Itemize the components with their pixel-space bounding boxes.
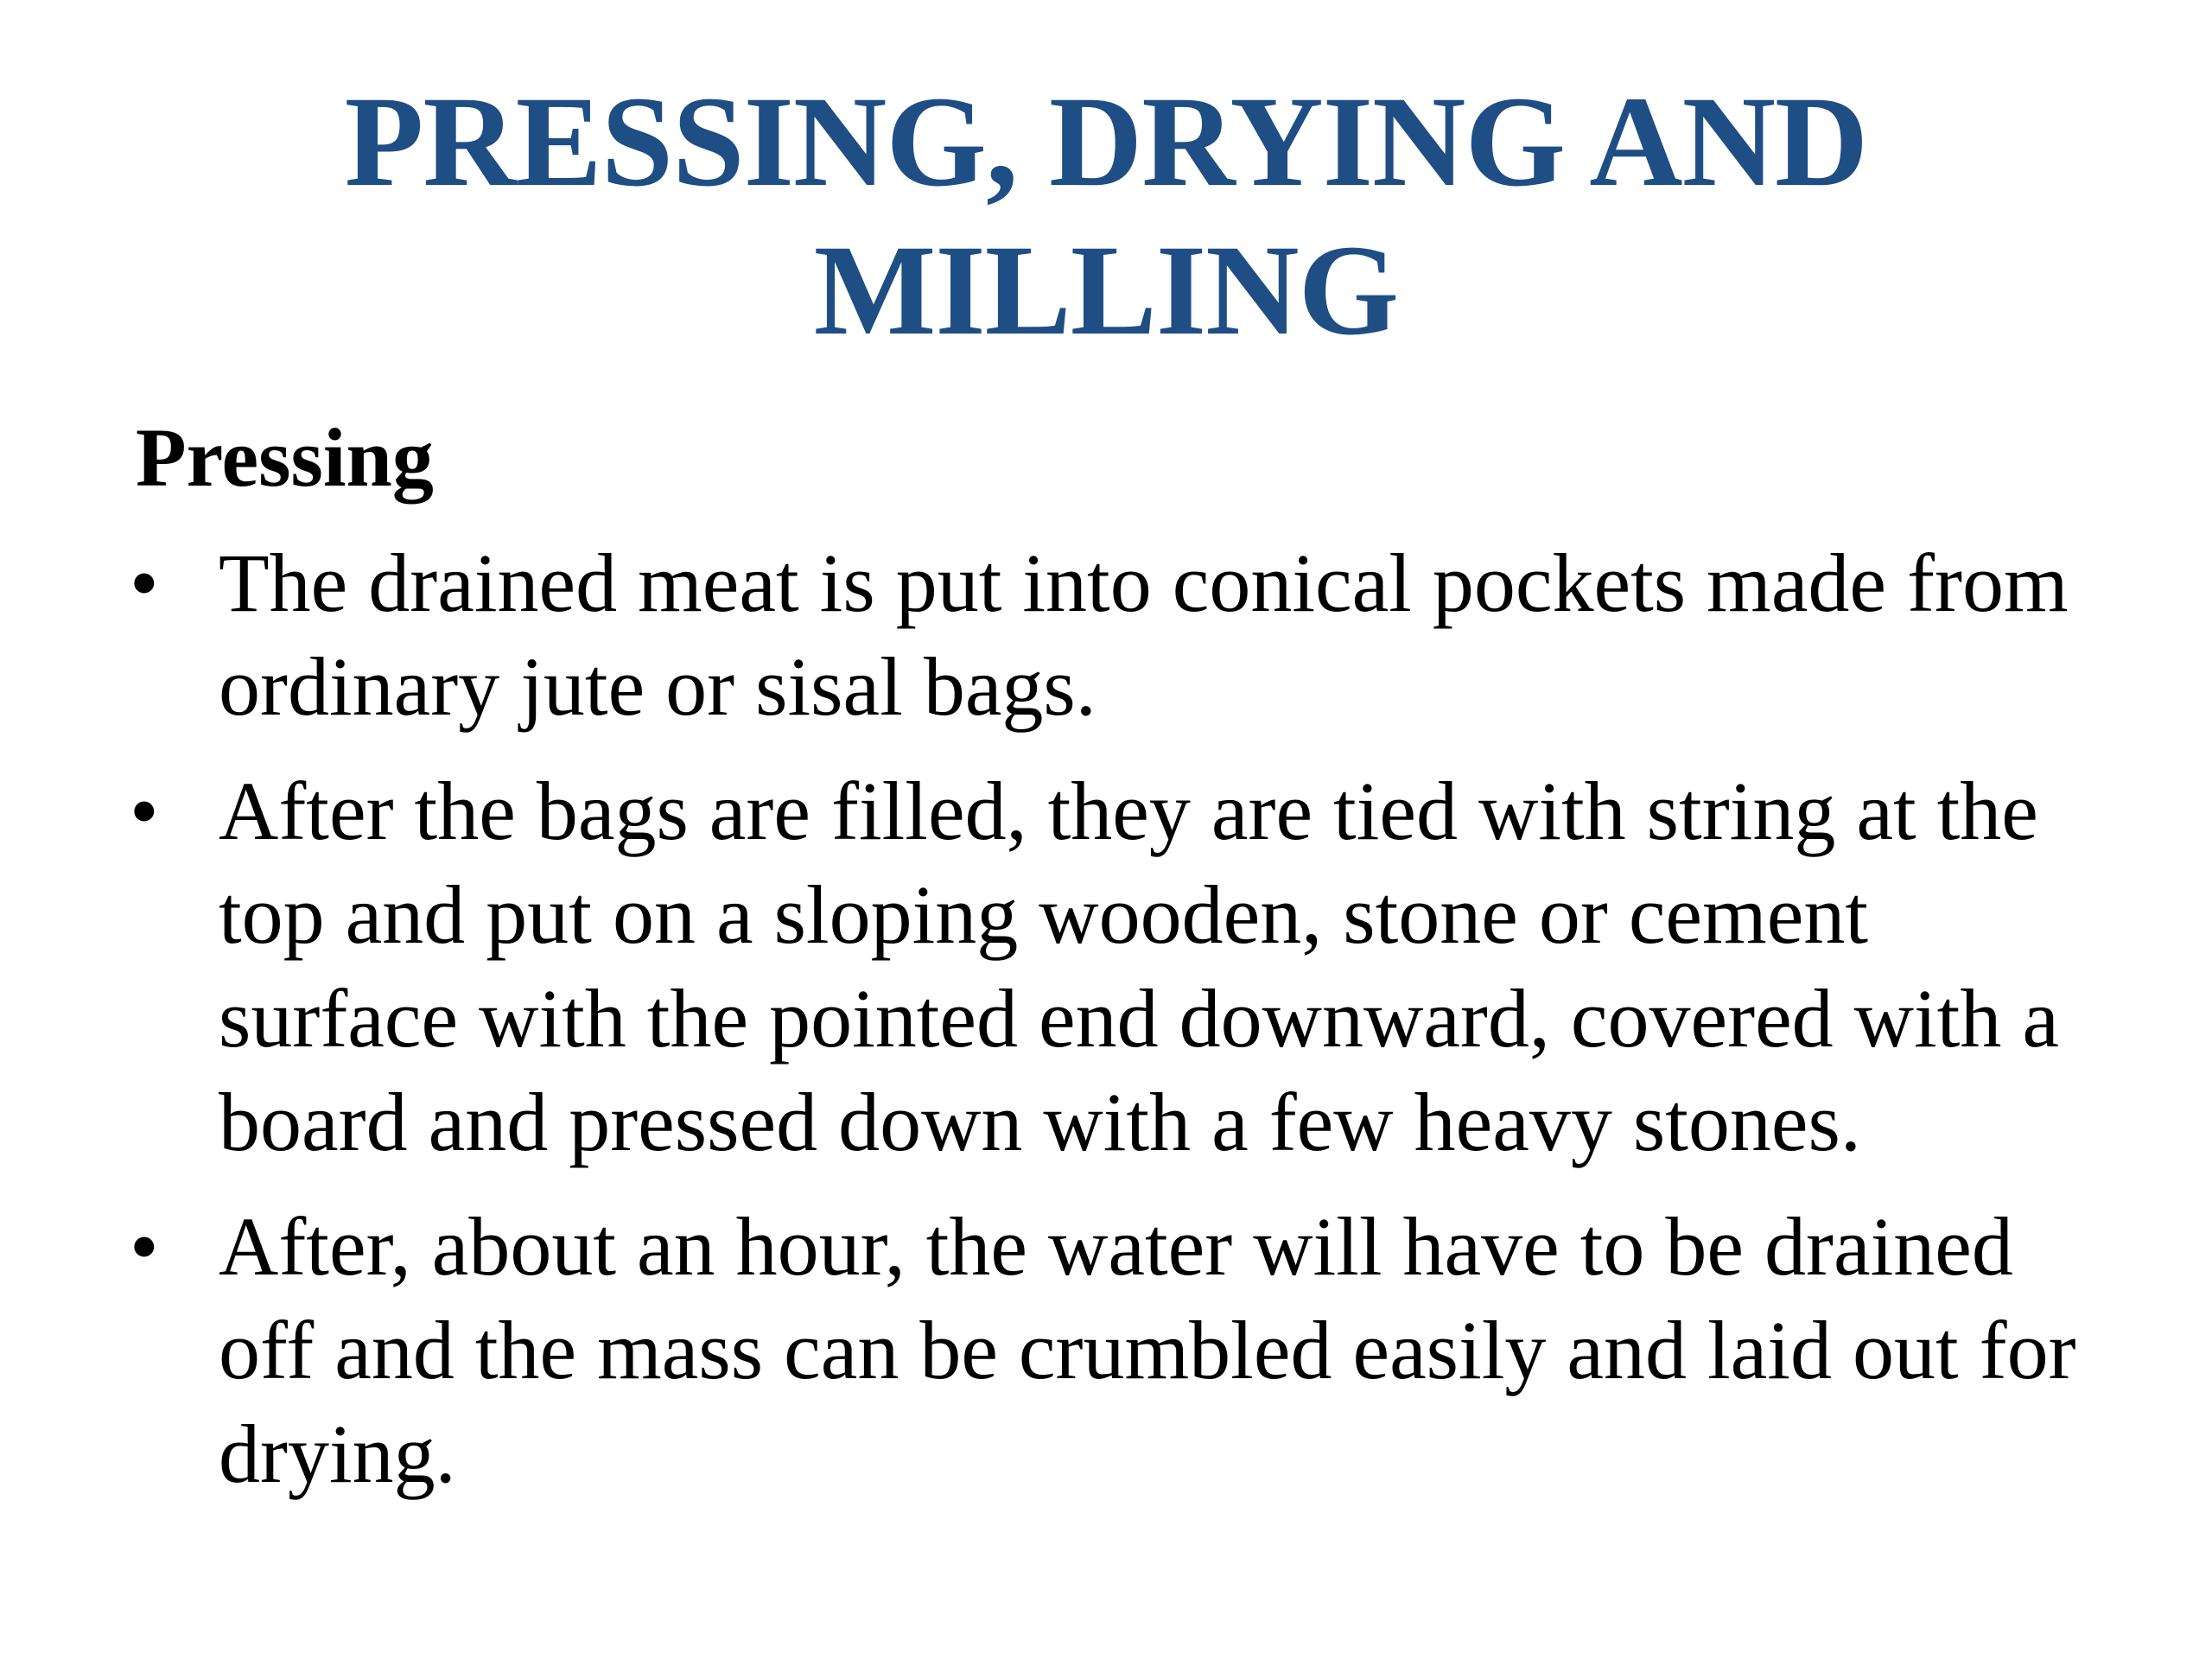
bullet-item-1 (130, 531, 2117, 739)
bullet-marker: • (130, 537, 159, 629)
bullet-item-2 (130, 760, 2117, 1174)
bullet-item-3 (130, 1195, 2117, 1506)
bullet-marker: • (130, 1200, 159, 1293)
slide-title-line-1: PRESSING, DRYING AND (344, 70, 1868, 213)
bullet-list (130, 531, 2117, 1527)
bullet-text: The drained meat is put into conical pockets made from ordinary jute or sisal bags. (219, 537, 2069, 733)
bullet-text: After, about an hour, the water will have to be drained off and the mass can be crumbled easily and laid out for drying. (219, 1200, 2076, 1500)
bullet-text: After the bags are filled, they are tied with string at the top and put on a sloping wooden, stone or cement surface with the pointed end downward, covered with a board and pressed down with a few heavy stones. (219, 765, 2059, 1168)
section-heading: Pressing (136, 411, 434, 504)
slide-title-line-2: MILLING (813, 219, 1399, 362)
bullet-marker: • (130, 765, 159, 857)
slide-title (0, 67, 2212, 365)
